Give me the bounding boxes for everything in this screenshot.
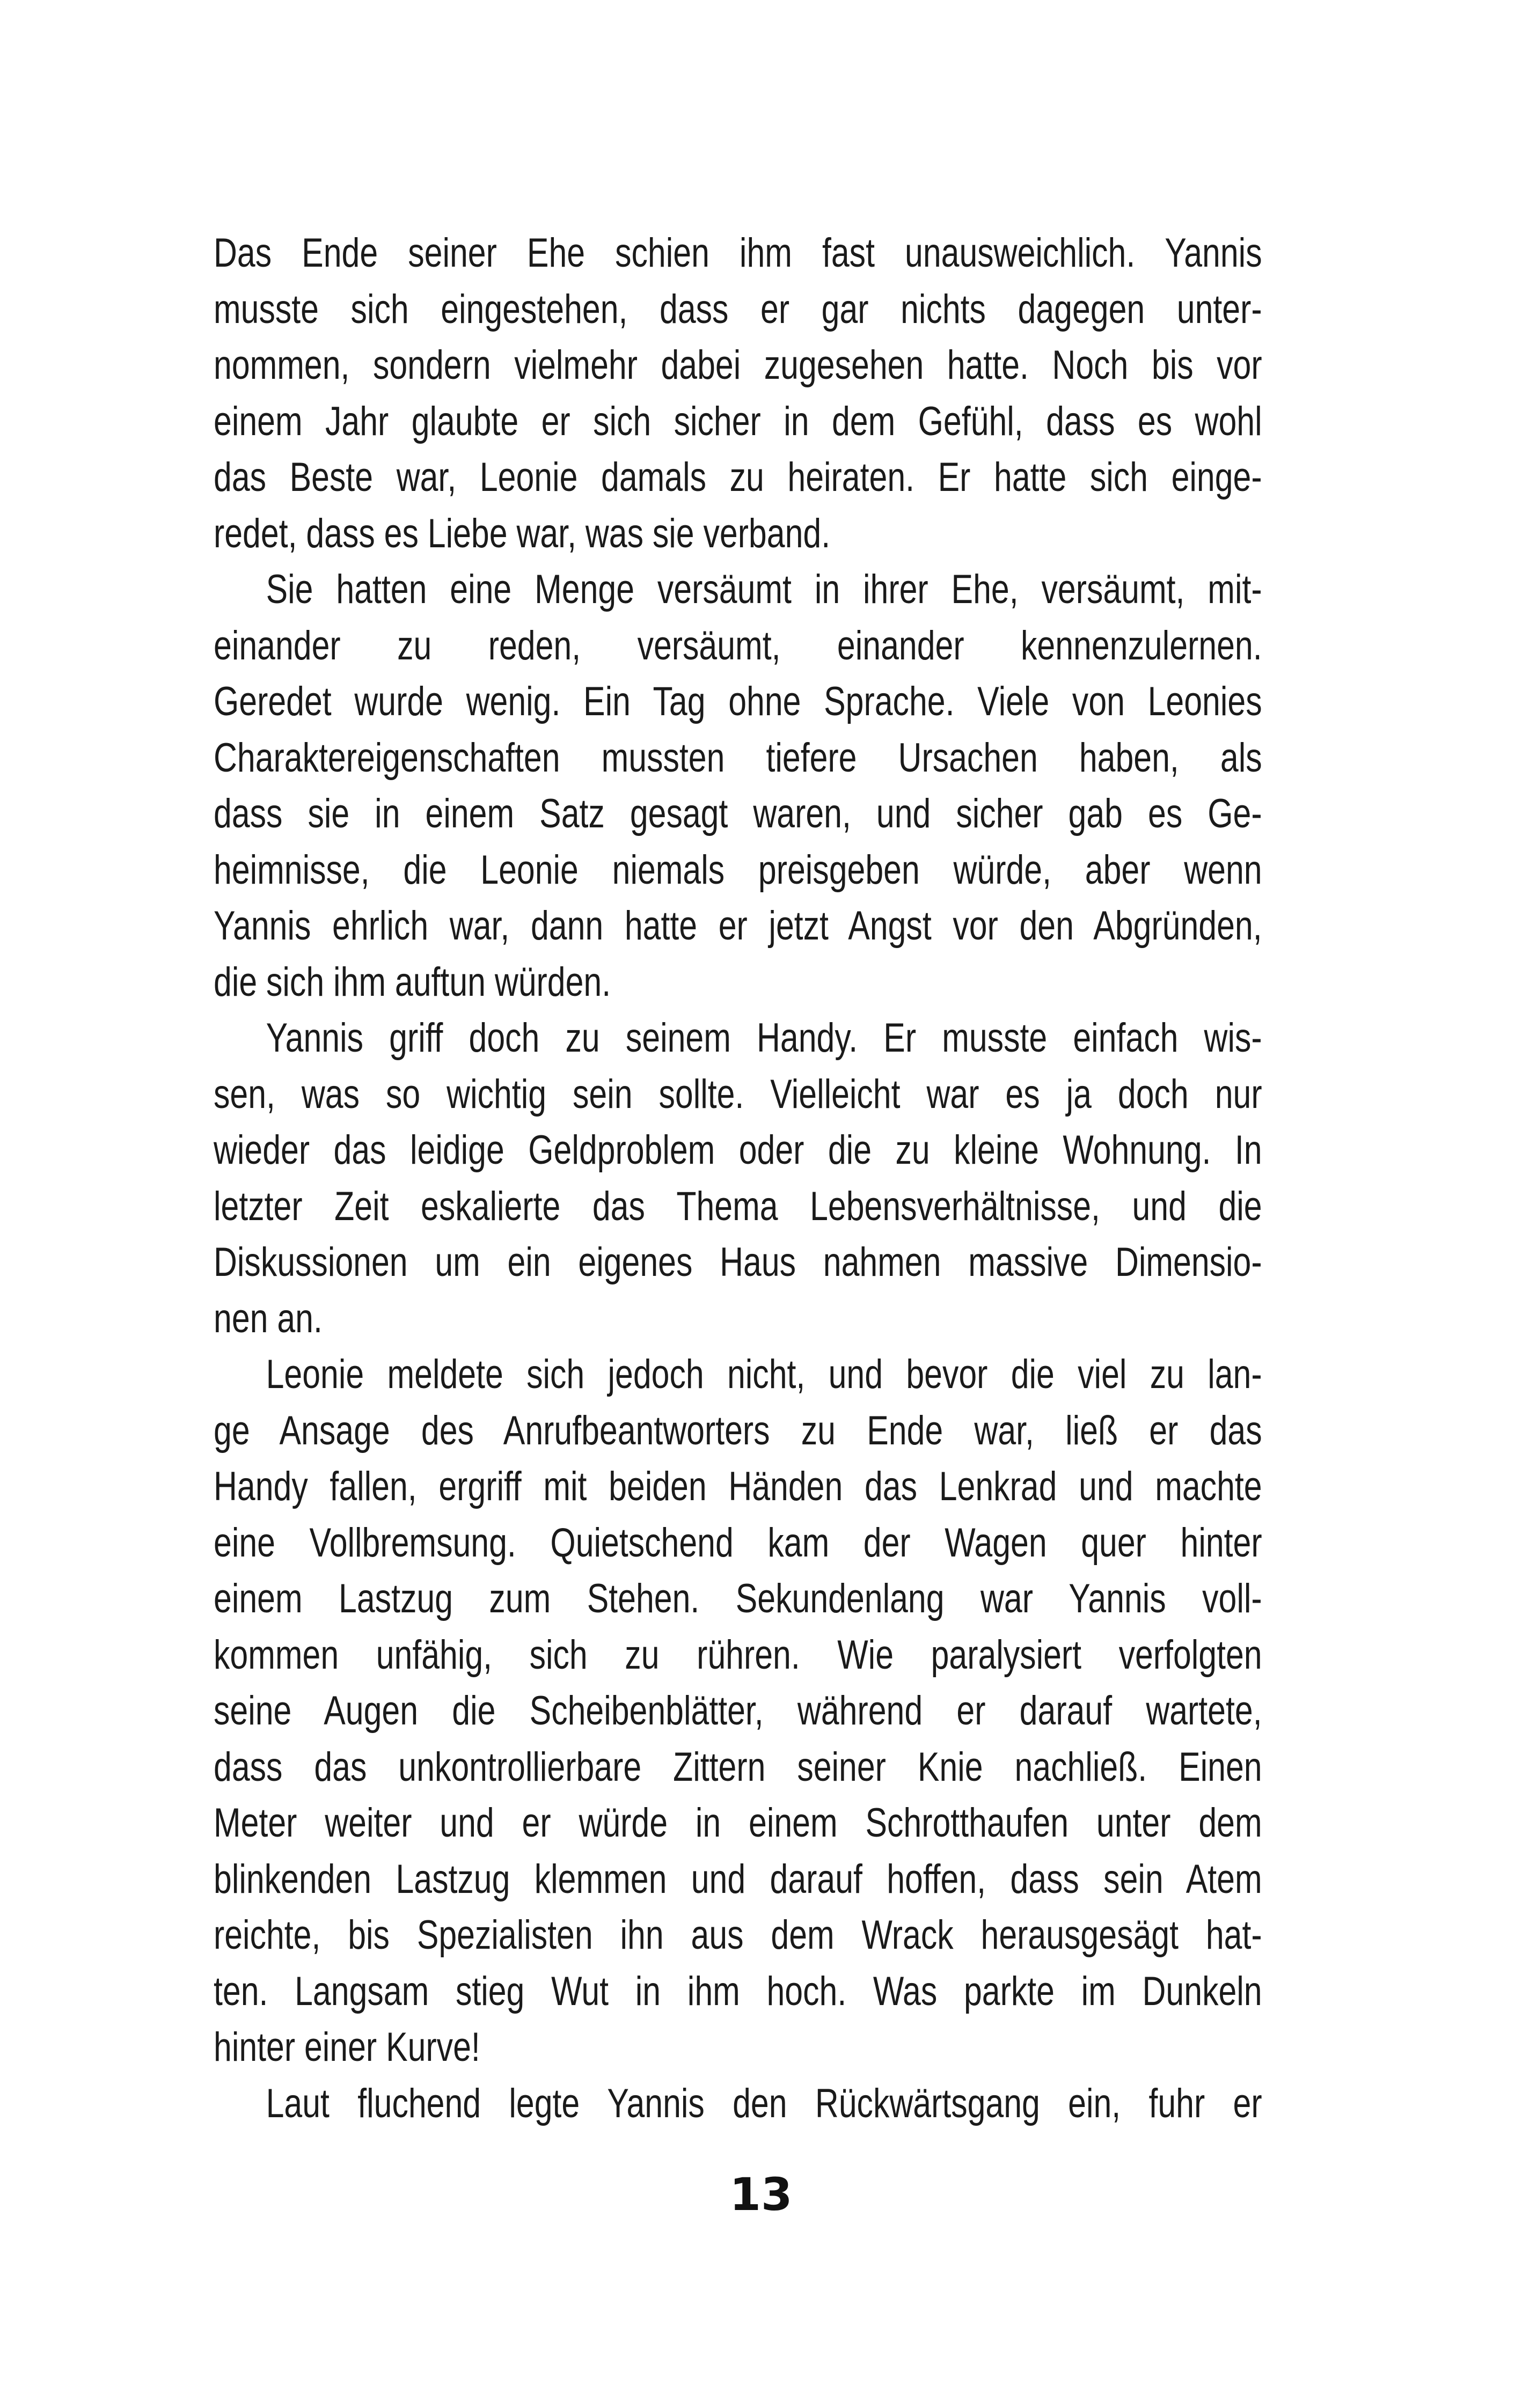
text-line: Leonie meldete sich jedoch nicht, und bevor die viel zu lan-	[266, 1352, 1262, 1397]
text-line: letzter Zeit eskalierte das Thema Lebensverhältnisse, und die	[214, 1183, 1262, 1229]
text-line: Meter weiter und er würde in einem Schrotthaufen unter dem	[214, 1800, 1262, 1846]
paragraph	[214, 2076, 1262, 2132]
text-line: einem Lastzug zum Stehen. Sekundenlang war Yannis voll-	[214, 1576, 1262, 1621]
text-line: Geredet wurde wenig. Ein Tag ohne Sprache. Viele von Leonies	[214, 679, 1262, 724]
text-line: wieder das leidige Geldproblem oder die zu kleine Wohnung. In	[214, 1127, 1262, 1173]
text-line: sen, was so wichtig sein sollte. Vielleicht war es ja doch nur	[214, 1071, 1262, 1117]
text-line: Das Ende seiner Ehe schien ihm fast unausweichlich. Yannis	[214, 230, 1262, 276]
text-line: reichte, bis Spezialisten ihn aus dem Wrack herausgesägt hat-	[214, 1912, 1262, 1958]
paragraph	[214, 225, 1262, 562]
text-line: kommen unfähig, sich zu rühren. Wie paralysiert verfolgten	[214, 1632, 1262, 1678]
text-line: Laut fluchend legte Yannis den Rückwärtsgang ein, fuhr er	[266, 2080, 1262, 2126]
text-line: musste sich eingestehen, dass er gar nichts dagegen unter-	[214, 286, 1262, 332]
text-line: die sich ihm auftun würden.	[214, 959, 611, 1005]
text-line: nommen, sondern vielmehr dabei zugesehen hatte. Noch bis vor	[214, 342, 1262, 388]
page-body	[214, 225, 1262, 2132]
text-line: einander zu reden, versäumt, einander kennenzulernen.	[214, 622, 1262, 669]
text-line: blinkenden Lastzug klemmen und darauf hoffen, dass sein Atem	[214, 1856, 1262, 1902]
text-line: ten. Langsam stieg Wut in ihm hoch. Was parkte im Dunkeln	[214, 1968, 1262, 2014]
text-line: hinter einer Kurve!	[214, 2024, 480, 2070]
text-line: Yannis ehrlich war, dann hatte er jetzt Angst vor den Abgründen,	[214, 903, 1262, 949]
text-line: das Beste war, Leonie damals zu heiraten. Er hatte sich einge-	[214, 454, 1262, 500]
text-line: Charaktereigenschaften mussten tiefere Ursachen haben, als	[214, 735, 1262, 781]
paragraph	[214, 562, 1262, 1010]
text-line: Yannis griff doch zu seinem Handy. Er musste einfach wis-	[266, 1015, 1262, 1061]
text-line: ge Ansage des Anrufbeantworters zu Ende war, ließ er das	[214, 1407, 1262, 1453]
paragraph	[214, 1010, 1262, 1347]
text-line: dass sie in einem Satz gesagt waren, und sicher gab es Ge-	[214, 791, 1262, 836]
page-number: 13	[729, 2168, 793, 2221]
text-line: redet, dass es Liebe war, was sie verband.	[214, 510, 831, 556]
text-line: Sie hatten eine Menge versäumt in ihrer Ehe, versäumt, mit-	[266, 567, 1262, 612]
text-line: Handy fallen, ergriff mit beiden Händen das Lenkrad und machte	[214, 1464, 1262, 1509]
text-line: heimnisse, die Leonie niemals preisgeben würde, aber wenn	[214, 847, 1262, 893]
paragraph	[214, 1347, 1262, 2076]
text-line: eine Vollbremsung. Quietschend kam der Wagen quer hinter	[214, 1519, 1262, 1566]
text-line: dass das unkontrollierbare Zittern seiner Knie nachließ. Einen	[214, 1744, 1262, 1790]
text-line: nen an.	[214, 1295, 323, 1341]
text-line: Diskussionen um ein eigenes Haus nahmen massive Dimensio-	[214, 1239, 1262, 1285]
text-line: seine Augen die Scheibenblätter, während er darauf wartete,	[214, 1688, 1262, 1734]
text-line: einem Jahr glaubte er sich sicher in dem Gefühl, dass es wohl	[214, 398, 1262, 444]
